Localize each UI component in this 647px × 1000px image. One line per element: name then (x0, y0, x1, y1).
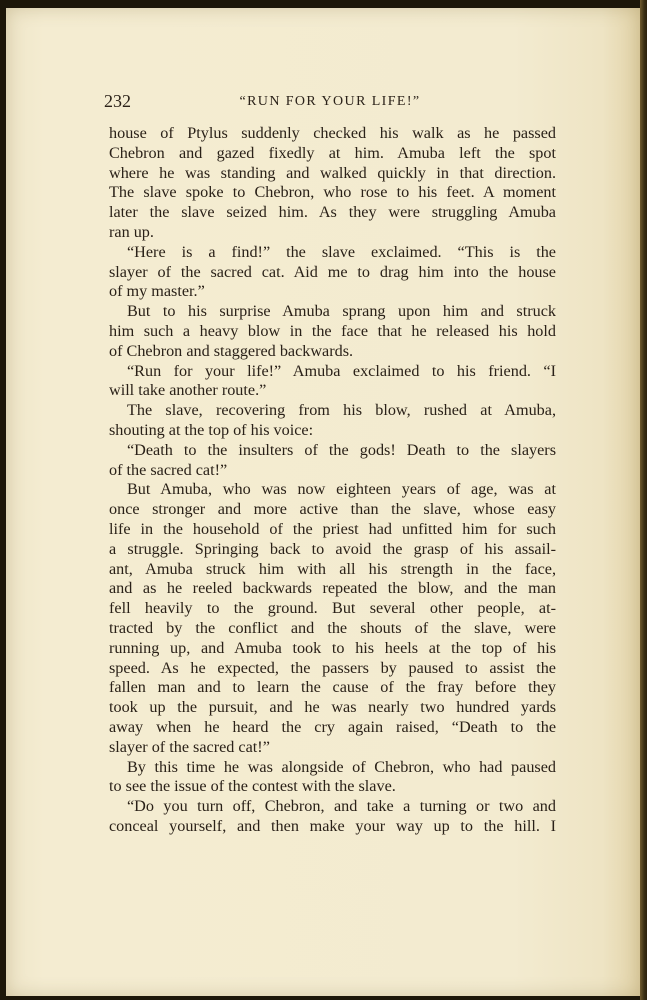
text-line: But Amuba, who was now eighteen years of age, was at (127, 480, 556, 499)
text-line: ran up. (109, 222, 154, 241)
text-line: slayer of the sacred cat!” (109, 737, 270, 756)
text-line: once stronger and more active than the slave, whose easy (109, 500, 556, 519)
text-line: of Chebron and staggered backwards. (109, 341, 354, 360)
body-text (109, 124, 556, 837)
page-number: 232 (104, 91, 131, 111)
text-line: conceal yourself, and then make your way up to the hill. I (109, 816, 556, 835)
text-line: “Here is a find!” the slave exclaimed. “This is the (127, 242, 556, 261)
text-line: Chebron and gazed fixedly at him. Amuba left the spot (109, 143, 556, 162)
text-line: to see the issue of the contest with the slave. (109, 777, 396, 796)
text-line: a struggle. Springing back to avoid the grasp of his assail- (109, 539, 556, 558)
text-line: The slave spoke to Chebron, who rose to his feet. A moment (109, 183, 556, 202)
text-line: took up the pursuit, and he was nearly two hundred yards (109, 698, 556, 717)
book-gutter (640, 0, 647, 1000)
text-line: and as he reeled backwards repeated the blow, and the man (109, 579, 556, 598)
text-line: fell heavily to the ground. But several other people, at- (109, 599, 556, 618)
text-line: later the slave seized him. As they were struggling Amuba (109, 203, 556, 222)
text-line: house of Ptylus suddenly checked his walk as he passed (109, 124, 556, 142)
text-line: “Death to the insulters of the gods! Death to the slayers (127, 440, 556, 459)
page-header (104, 90, 556, 114)
text-line: shouting at the top of his voice: (109, 420, 314, 439)
text-line: slayer of the sacred cat. Aid me to drag him into the house (109, 262, 556, 281)
text-line: of my master.” (109, 282, 205, 301)
running-title: “RUN FOR YOUR LIFE!” (239, 94, 421, 109)
text-line: But to his surprise Amuba sprang upon him and struck (127, 302, 556, 321)
text-line: tracted by the conflict and the shouts of the slave, were (109, 618, 556, 637)
text-line: fallen man and to learn the cause of the fray before they (109, 678, 556, 697)
text-line: The slave, recovering from his blow, rushed at Amuba, (127, 401, 556, 420)
text-line: of the sacred cat!” (109, 460, 228, 479)
text-line: where he was standing and walked quickly in that direction. (109, 163, 556, 182)
text-line: away when he heard the cry again raised, “Death to the (109, 717, 556, 736)
text-line: By this time he was alongside of Chebron, who had paused (127, 757, 556, 776)
text-line: will take another route.” (109, 381, 267, 400)
text-line: “Run for your life!” Amuba exclaimed to his friend. “I (127, 361, 556, 380)
text-line: speed. As he expected, the passers by paused to assist the (109, 658, 556, 677)
text-line: him such a heavy blow in the face that he released his hold (109, 321, 556, 340)
text-line: ant, Amuba struck him with all his strength in the face, (109, 559, 556, 578)
text-line: “Do you turn off, Chebron, and take a turning or two and (127, 797, 556, 816)
text-line: running up, and Amuba took to his heels at the top of his (109, 638, 556, 657)
text-line: life in the household of the priest had unfitted him for such (109, 519, 556, 538)
